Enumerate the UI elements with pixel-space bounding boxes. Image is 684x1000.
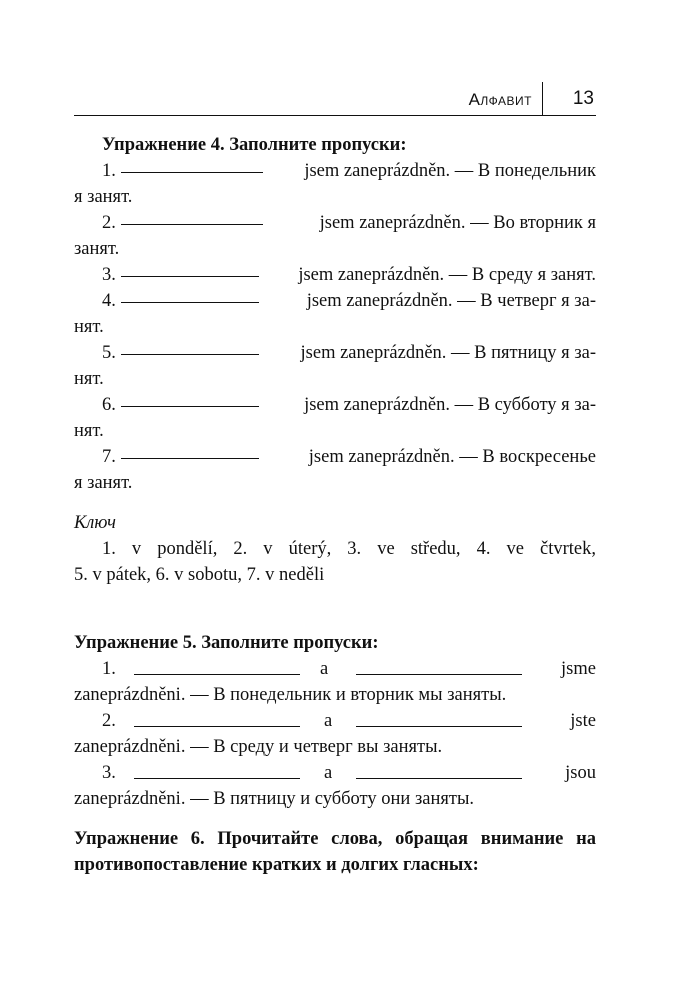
answer-blank[interactable]: [121, 354, 259, 355]
item-number: 3.: [102, 265, 116, 285]
item-continuation: занят.: [74, 239, 120, 259]
header-divider: [542, 82, 543, 116]
item-continuation: нят.: [74, 369, 104, 389]
item-ending: jste: [570, 711, 596, 731]
running-header: [74, 82, 596, 116]
answer-blank[interactable]: [121, 224, 263, 225]
answer-blank[interactable]: [356, 778, 522, 779]
item-ending: jsme: [561, 659, 596, 679]
exercise-4-item: [74, 340, 596, 392]
exercise-4-item: [74, 444, 596, 496]
item-continuation: нят.: [74, 317, 104, 337]
item-continuation: zaneprázdněni. — В пятницу и субботу они заняты.: [74, 789, 475, 809]
exercise-4-item: [74, 210, 596, 262]
item-text: jsem zaneprázdněn. — В среду я занят.: [298, 265, 596, 285]
key-line-2: 5. v pátek, 6. v sobotu, 7. v neděli: [74, 565, 325, 585]
answer-blank[interactable]: [121, 458, 259, 459]
exercise-4-item: [74, 392, 596, 444]
item-text: jsem zaneprázdněn. — В субботу я за-: [304, 395, 596, 415]
answer-blank[interactable]: [134, 726, 300, 727]
exercise-6-title-line-2: противопоставление кратких и долгих гласных:: [74, 855, 479, 875]
conjunction: a: [324, 763, 333, 783]
item-text: jsem zaneprázdněn. — Во вторник я: [319, 213, 596, 233]
exercise-4-item: [74, 288, 596, 340]
item-number: 2.: [102, 711, 116, 731]
exercise-5-item: [74, 656, 596, 708]
exercise-6-title-line-1: Упражнение 6. Прочитайте слова, обращая внимание на: [74, 829, 596, 849]
exercise-4: [74, 132, 596, 496]
answer-blank[interactable]: [356, 674, 522, 675]
answer-blank[interactable]: [134, 778, 300, 779]
header-rule: [74, 115, 596, 116]
answer-key: [74, 510, 596, 588]
exercise-4-item: [74, 158, 596, 210]
answer-blank[interactable]: [356, 726, 522, 727]
item-number: 1.: [102, 659, 116, 679]
conjunction: a: [324, 711, 333, 731]
item-number: 7.: [102, 447, 116, 467]
exercise-5-item: [74, 760, 596, 812]
answer-blank[interactable]: [121, 302, 259, 303]
answer-blank[interactable]: [121, 406, 259, 407]
item-number: 3.: [102, 763, 116, 783]
page-number: 13: [572, 88, 594, 109]
exercise-6: [74, 826, 596, 878]
key-label: Ключ: [74, 513, 116, 533]
item-text: jsem zaneprázdněn. — В четверг я за-: [306, 291, 596, 311]
item-continuation: zaneprázdněni. — В среду и четверг вы заняты.: [74, 737, 443, 757]
key-line-1: 1. v pondělí, 2. v úterý, 3. ve středu, 4. ve čtvrtek,: [102, 539, 596, 559]
exercise-5-item: [74, 708, 596, 760]
item-number: 4.: [102, 291, 116, 311]
answer-blank[interactable]: [121, 172, 263, 173]
item-text: jsem zaneprázdněn. — В понедельник: [304, 161, 596, 181]
item-number: 6.: [102, 395, 116, 415]
exercise-4-title: Упражнение 4. Заполните пропуски:: [102, 135, 407, 155]
exercise-4-item: [74, 262, 596, 288]
exercise-5: [74, 630, 596, 812]
item-ending: jsou: [565, 763, 596, 783]
answer-blank[interactable]: [134, 674, 300, 675]
item-number: 5.: [102, 343, 116, 363]
item-continuation: нят.: [74, 421, 104, 441]
answer-blank[interactable]: [121, 276, 259, 277]
item-continuation: я занят.: [74, 187, 133, 207]
item-text: jsem zaneprázdněn. — В воскресенье: [308, 447, 596, 467]
section-title: Алфавит: [468, 90, 532, 109]
item-number: 1.: [102, 161, 116, 181]
item-continuation: я занят.: [74, 473, 133, 493]
conjunction: a: [320, 659, 329, 679]
exercise-5-title: Упражнение 5. Заполните пропуски:: [74, 633, 379, 653]
item-continuation: zaneprázdněni. — В понедельник и вторник мы заняты.: [74, 685, 507, 705]
item-text: jsem zaneprázdněn. — В пятницу я за-: [300, 343, 596, 363]
item-number: 2.: [102, 213, 116, 233]
